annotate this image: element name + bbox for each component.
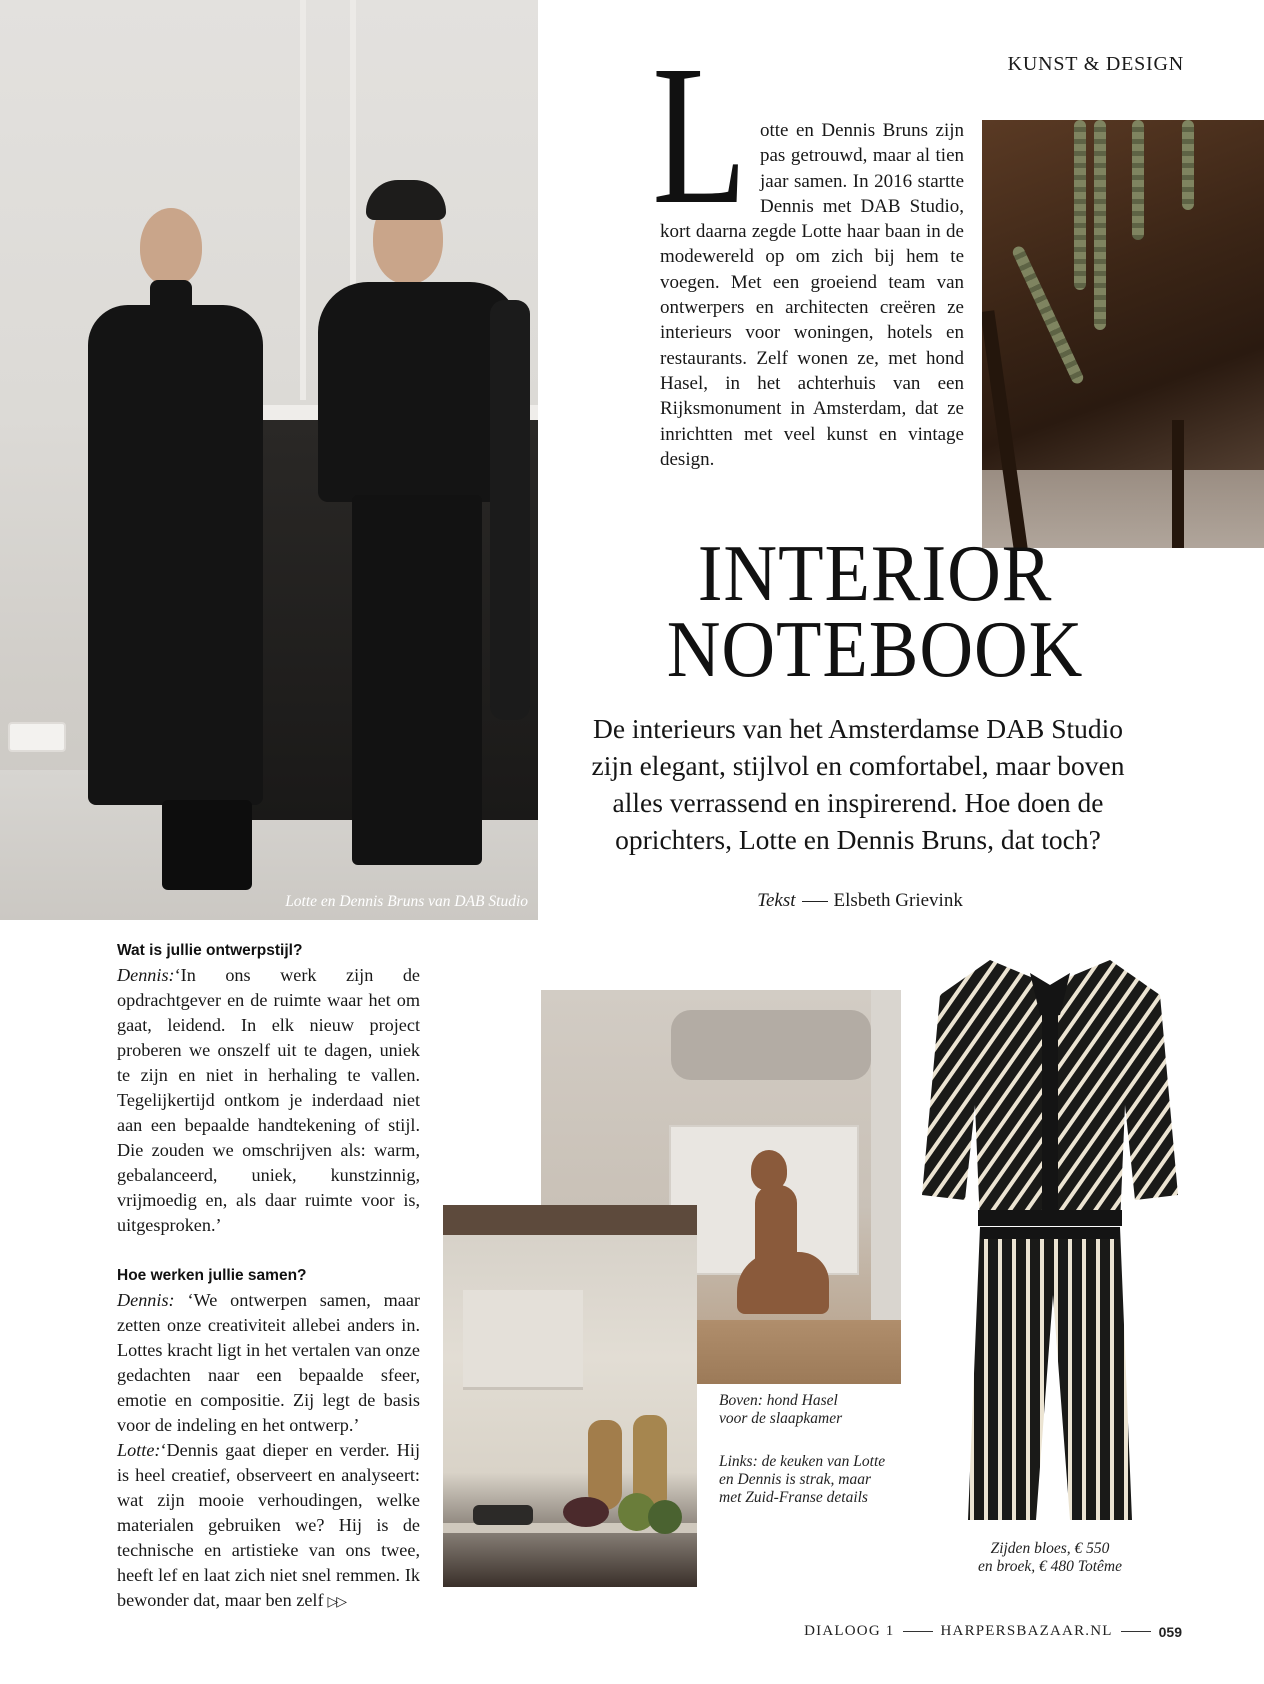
byline-label: Tekst [757,890,796,911]
byline-author: Elsbeth Grievink [833,890,963,911]
answer-1 [117,963,420,1238]
interview-column [117,938,420,1615]
outfit-caption-line-2: en broek, € 480 Totême [978,1558,1122,1575]
byline [700,890,1020,912]
page-number: 059 [1158,1623,1182,1640]
footer-rule-2 [1121,1631,1151,1632]
answer-3-speaker: Lotte: [117,1440,161,1460]
kitchen-photo [443,1205,697,1587]
byline-rule [802,901,828,902]
answer-2 [117,1288,420,1438]
answer-1-speaker: Dennis: [117,965,175,985]
wood-table-photo [982,120,1264,548]
question-1: Wat is jullie ontwerpstijl? [117,942,303,959]
answer-2-speaker: Dennis: [117,1290,175,1310]
answer-3-text: ‘Dennis gaat dieper en verder. Hij is heel creatief, observeert en analyseert: wat zijn mooie verhoudingen, welke materialen gebruiken we? Hij is de technische en artistieke van ons twee, heeft lef en laat zich niet snel remmen. Ik bewonder dat, maar ben zelf [117,1440,420,1610]
kitchen-caption-line-3: met Zuid-Franse details [719,1489,868,1506]
footer-site: HARPERSBAZAAR.NL [940,1623,1113,1639]
dog-caption-line-2: voor de slaapkamer [719,1410,843,1427]
striped-outfit-photo [920,955,1182,1535]
drop-cap: L [652,25,748,246]
section-label: KUNST & DESIGN [1007,53,1184,75]
intro-text: otte en Dennis Bruns zijn pas getrouwd, maar al tien jaar samen. In 2016 startte Dennis met DAB Studio, kort daarna zegde Lotte haar baan in de modewereld op om zich bij hem te voegen. Met een groeiend team van ontwerpers en architecten creëren ze interieurs voor woningen, hotels en restaurants. Zelf wonen ze, met hond Hasel, in het achterhuis van een Rijksmonument in Amsterdam, dat ze inrichtten met veel kunst en vintage design. [660,120,964,470]
kitchen-caption-line-2: en Dennis is strak, maar [719,1471,871,1488]
portrait-caption: Lotte en Dennis Bruns van DAB Studio [285,893,528,910]
standfirst: De interieurs van het Amsterdamse DAB Studio zijn elegant, stijlvol en comfortabel, maar boven alles verrassend en inspirerend. Hoe doen de oprichters, Lotte en Dennis Bruns, dat toch? [591,713,1125,855]
question-2: Hoe werken jullie samen? [117,1267,307,1284]
answer-3 [117,1438,420,1615]
dog-caption-line-1: Boven: hond Hasel [719,1392,838,1409]
title-line-1: INTERIOR [697,530,1053,618]
title-line-2: NOTEBOOK [666,606,1084,694]
outfit-caption-line-1: Zijden bloes, € 550 [990,1540,1110,1557]
answer-2-text: ‘We ontwerpen samen, maar zetten onze creativiteit allebei anders in. Lottes kracht ligt in het vertalen van onze gedachten naar een bepaalde sfeer, emotie en compositie. Zij legt de basis voor de indeling en het ontwerp.’ [117,1290,420,1435]
page-footer [804,1623,1182,1640]
outfit-caption [925,1540,1175,1576]
intro-paragraph [660,118,964,472]
continue-arrow-icon: ▷▷ [327,1595,346,1610]
dog-caption [719,1392,899,1428]
footer-rule-1 [903,1631,933,1632]
footer-issue: DIALOOG 1 [804,1623,895,1639]
portrait-photo [0,0,538,920]
answer-1-text: ‘In ons werk zijn de opdrachtgever en de ruimte waar het om gaat, leidend. In elk nieuw project proberen we onszelf uit te dagen, uniek te zijn en niet in herhaling te vallen. Tegelijkertijd ontkom je inderdaad niet aan een bepaalde handtekening of stijl. Die zouden we omschrijven als: warm, gebalanceerd, uniek, kunstzinnig, vrijmoedig en, als daar ruimte voor is, uitgesproken.’ [117,965,420,1235]
kitchen-caption-line-1: Links: de keuken van Lotte [719,1453,886,1470]
article-title [582,530,1168,694]
kitchen-caption [719,1453,919,1507]
